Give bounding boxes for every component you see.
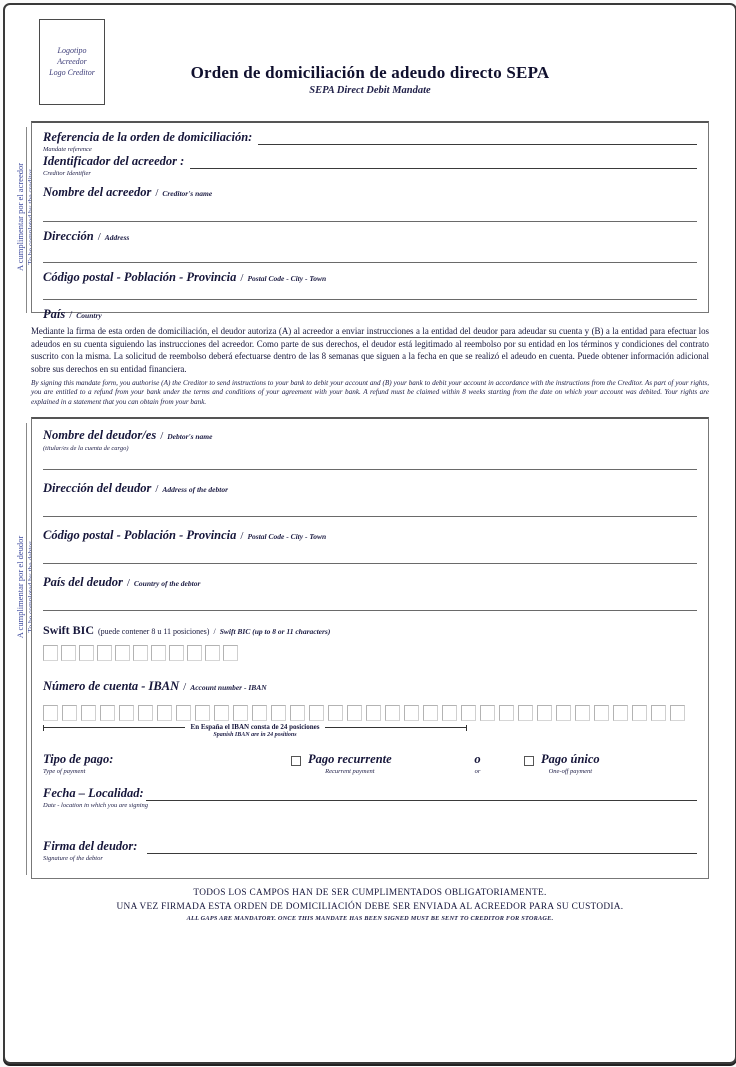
logo-line-2: Acreedor bbox=[57, 57, 87, 66]
iban-char-cell[interactable] bbox=[43, 705, 58, 721]
signature-input-line[interactable] bbox=[147, 841, 697, 854]
creditor-section-bracket-line bbox=[26, 127, 27, 313]
iban-char-cell[interactable] bbox=[423, 705, 438, 721]
recurrent-payment-checkbox[interactable] bbox=[291, 756, 301, 766]
footer-line-3: ALL GAPS ARE MANDATORY. ONCE THIS MANDATE HAS BEEN SIGNED MUST BE SENT TO CREDITOR FOR STORAGE. bbox=[186, 914, 554, 922]
mandate-reference-input-line[interactable] bbox=[258, 132, 697, 145]
iban-char-cell[interactable] bbox=[81, 705, 96, 721]
debtor-name-input-line[interactable] bbox=[43, 468, 697, 470]
creditor-section-box bbox=[31, 121, 709, 321]
iban-char-cell[interactable] bbox=[119, 705, 134, 721]
iban-cells-row bbox=[43, 705, 697, 721]
iban-char-cell[interactable] bbox=[499, 705, 514, 721]
creditor-address-slash: / bbox=[97, 231, 101, 243]
debtor-country-slash: / bbox=[126, 577, 130, 589]
debtor-country-label: País del deudor bbox=[43, 575, 123, 589]
iban-char-cell[interactable] bbox=[575, 705, 590, 721]
payment-option-recurrent[interactable] bbox=[291, 752, 431, 775]
bracket-right-line bbox=[325, 726, 466, 728]
form-header bbox=[5, 63, 735, 96]
signature-label: Firma del deudor: bbox=[43, 839, 138, 853]
creditor-name-sublabel: Creditor's name bbox=[162, 189, 213, 198]
debtor-postal-input-line[interactable] bbox=[43, 562, 697, 564]
recurrent-payment-sublabel: Recurrent payment bbox=[325, 768, 375, 775]
legal-text-block bbox=[31, 325, 709, 407]
creditor-postal-sublabel: Postal Code - City - Town bbox=[247, 274, 327, 283]
footer-line-2: UNA VEZ FIRMADA ESTA ORDEN DE DOMICILIACIÓN DEBE SER ENVIADA AL ACREEDOR PARA SU CUSTODIA. bbox=[116, 901, 624, 912]
debtor-name-sublabel: Debtor's name bbox=[167, 432, 213, 441]
bracket-left-line bbox=[44, 726, 185, 728]
debtor-address-input-line[interactable] bbox=[43, 515, 697, 517]
swift-bic-char-cell[interactable] bbox=[187, 645, 202, 661]
iban-char-cell[interactable] bbox=[480, 705, 495, 721]
creditor-country-label: País bbox=[43, 307, 66, 321]
swift-bic-sublabel: Swift BIC (up to 8 or 11 characters) bbox=[219, 627, 331, 636]
creditor-name-slash: / bbox=[155, 187, 159, 199]
debtor-name-slash: / bbox=[160, 430, 164, 442]
iban-char-cell[interactable] bbox=[138, 705, 153, 721]
iban-length-note-en: Spanish IBAN are in 24 positions bbox=[213, 732, 297, 738]
payment-option-oneoff[interactable] bbox=[524, 752, 600, 775]
iban-char-cell[interactable] bbox=[385, 705, 400, 721]
swift-bic-char-cell[interactable] bbox=[223, 645, 238, 661]
creditor-name-input-line[interactable] bbox=[43, 220, 697, 222]
logo-line-1: Logotipo bbox=[57, 46, 87, 55]
oneoff-payment-sublabel: One-off payment bbox=[548, 768, 593, 775]
legal-text-es: Mediante la firma de esta orden de domiciliación, el deudor autoriza (A) al acreedor a enviar instrucciones a la entidad del deudor para adeudar su cuenta y (B) a la entidad para efectuar los adeudos en su cuenta siguiendo las instrucciones del acreedor. Como parte de sus derechos, el deudor está legitimado al reembolso por su entidad en los términos y condiciones del contrato suscrito con la misma. La solicitud de reembolso deberá efectuarse dentro de las 8 semanas que siguen a la fecha en que se realizó el adeudo en cuenta. Puede obtener información adicional sobre sus derechos en su entidad financiera. bbox=[31, 326, 709, 374]
iban-char-cell[interactable] bbox=[537, 705, 552, 721]
date-place-input-line[interactable] bbox=[146, 788, 697, 801]
creditor-country-slash: / bbox=[69, 309, 73, 321]
swift-bic-cells-row bbox=[43, 645, 697, 661]
debtor-address-sublabel: Address of the debtor bbox=[162, 485, 229, 494]
iban-char-cell[interactable] bbox=[195, 705, 210, 721]
iban-char-cell[interactable] bbox=[271, 705, 286, 721]
page-title: Orden de domiciliación de adeudo directo SEPA bbox=[190, 63, 550, 82]
swift-bic-char-cell[interactable] bbox=[151, 645, 166, 661]
signature-sublabel: Signature of the debtor bbox=[43, 855, 103, 862]
debtor-name-label: Nombre del deudor/es bbox=[43, 428, 157, 442]
iban-char-cell[interactable] bbox=[651, 705, 666, 721]
swift-bic-char-cell[interactable] bbox=[61, 645, 76, 661]
swift-bic-char-cell[interactable] bbox=[205, 645, 220, 661]
debtor-postal-slash: / bbox=[240, 530, 244, 542]
date-place-sublabel: Date - location in which you are signing bbox=[43, 802, 149, 809]
iban-char-cell[interactable] bbox=[556, 705, 571, 721]
swift-bic-char-cell[interactable] bbox=[79, 645, 94, 661]
iban-char-cell[interactable] bbox=[100, 705, 115, 721]
recurrent-payment-label: Pago recurrente bbox=[308, 752, 392, 766]
iban-char-cell[interactable] bbox=[404, 705, 419, 721]
iban-char-cell[interactable] bbox=[518, 705, 533, 721]
creditor-postal-label: Código postal - Población - Provincia bbox=[43, 270, 237, 284]
debtor-name-note: (titular/es de la cuenta de cargo) bbox=[43, 445, 129, 452]
payment-type-label: Tipo de pago: bbox=[43, 752, 114, 766]
iban-char-cell[interactable] bbox=[309, 705, 324, 721]
legal-text-en: By signing this mandate form, you authorise (A) the Creditor to send instructions to your bank to debit your account and (B) your bank to debit your account in accordance with the instructions from the Creditor. As part of your rights, you are entitled to a refund from your bank under the terms and conditions of your agreement with your bank. A refund must be claimed within 8 weeks starting from the date on which your account was debited. Your rights are explained in a statement that you can obtain from your bank. bbox=[31, 378, 709, 406]
swift-bic-char-cell[interactable] bbox=[133, 645, 148, 661]
mandate-reference-label: Referencia de la orden de domiciliación: bbox=[43, 130, 253, 144]
iban-label: Número de cuenta - IBAN bbox=[43, 679, 180, 693]
swift-bic-char-cell[interactable] bbox=[43, 645, 58, 661]
iban-char-cell[interactable] bbox=[613, 705, 628, 721]
debtor-postal-label: Código postal - Población - Provincia bbox=[43, 528, 237, 542]
iban-length-bracket bbox=[43, 723, 467, 731]
iban-char-cell[interactable] bbox=[461, 705, 476, 721]
sepa-mandate-form-page bbox=[3, 3, 736, 1064]
sidebar-creditor-label-es: A cumplimentar por el acreedor bbox=[15, 162, 25, 272]
logo-line-3: Logo Creditor bbox=[49, 68, 95, 77]
creditor-id-label: Identificador del acreedor : bbox=[43, 154, 185, 168]
iban-char-cell[interactable] bbox=[347, 705, 362, 721]
date-place-label: Fecha – Localidad: bbox=[43, 786, 144, 800]
iban-char-cell[interactable] bbox=[157, 705, 172, 721]
creditor-postal-slash: / bbox=[240, 272, 244, 284]
swift-bic-char-cell[interactable] bbox=[97, 645, 112, 661]
iban-sublabel: Account number - IBAN bbox=[190, 683, 267, 692]
creditor-postal-input-line[interactable] bbox=[43, 298, 697, 300]
iban-slash: / bbox=[183, 681, 187, 693]
iban-char-cell[interactable] bbox=[62, 705, 77, 721]
oneoff-payment-label: Pago único bbox=[541, 752, 600, 766]
iban-char-cell[interactable] bbox=[214, 705, 229, 721]
iban-char-cell[interactable] bbox=[176, 705, 191, 721]
iban-char-cell[interactable] bbox=[252, 705, 267, 721]
page-subtitle: SEPA Direct Debit Mandate bbox=[309, 85, 431, 96]
creditor-id-input-line[interactable] bbox=[190, 156, 697, 169]
footer-notice bbox=[5, 887, 735, 922]
creditor-name-label: Nombre del acreedor bbox=[43, 185, 152, 199]
bracket-right-tick bbox=[466, 725, 467, 731]
iban-char-cell[interactable] bbox=[670, 705, 685, 721]
iban-char-cell[interactable] bbox=[328, 705, 343, 721]
oneoff-payment-checkbox[interactable] bbox=[524, 756, 534, 766]
swift-bic-label: Swift BIC bbox=[43, 623, 95, 637]
mandate-reference-sublabel: Mandate reference bbox=[43, 146, 92, 153]
swift-bic-slash: / bbox=[213, 627, 216, 636]
sidebar-debtor-label-es: A cumplimentar por el deudor bbox=[15, 535, 25, 639]
swift-bic-char-cell[interactable] bbox=[169, 645, 184, 661]
payment-or-sublabel: or bbox=[474, 768, 481, 775]
debtor-postal-sublabel: Postal Code - City - Town bbox=[247, 532, 327, 541]
payment-type-row bbox=[43, 752, 697, 775]
swift-bic-char-cell[interactable] bbox=[115, 645, 130, 661]
debtor-address-slash: / bbox=[155, 483, 159, 495]
debtor-section-box bbox=[31, 417, 709, 879]
creditor-address-label: Dirección bbox=[43, 229, 94, 243]
iban-char-cell[interactable] bbox=[442, 705, 457, 721]
debtor-address-label: Dirección del deudor bbox=[43, 481, 152, 495]
iban-char-cell[interactable] bbox=[366, 705, 381, 721]
payment-or-label: o bbox=[474, 752, 481, 766]
iban-char-cell[interactable] bbox=[290, 705, 305, 721]
iban-char-cell[interactable] bbox=[632, 705, 647, 721]
iban-char-cell[interactable] bbox=[233, 705, 248, 721]
debtor-country-sublabel: Country of the debtor bbox=[133, 579, 201, 588]
iban-char-cell[interactable] bbox=[594, 705, 609, 721]
creditor-id-sublabel: Creditor Identifier bbox=[43, 170, 91, 177]
payment-type-sublabel: Type of payment bbox=[43, 768, 86, 775]
creditor-address-input-line[interactable] bbox=[43, 261, 697, 263]
iban-length-note-es: En España el IBAN consta de 24 posiciones bbox=[190, 723, 320, 731]
debtor-country-input-line[interactable] bbox=[43, 609, 697, 611]
swift-bic-note-es: (puede contener 8 u 11 posiciones) bbox=[98, 627, 210, 636]
creditor-country-sublabel: Country bbox=[76, 311, 102, 320]
footer-line-1: TODOS LOS CAMPOS HAN DE SER CUMPLIMENTADOS OBLIGATORIAMENTE. bbox=[193, 888, 547, 898]
creditor-address-sublabel: Address bbox=[104, 233, 130, 242]
debtor-section-bracket-line bbox=[26, 423, 27, 875]
